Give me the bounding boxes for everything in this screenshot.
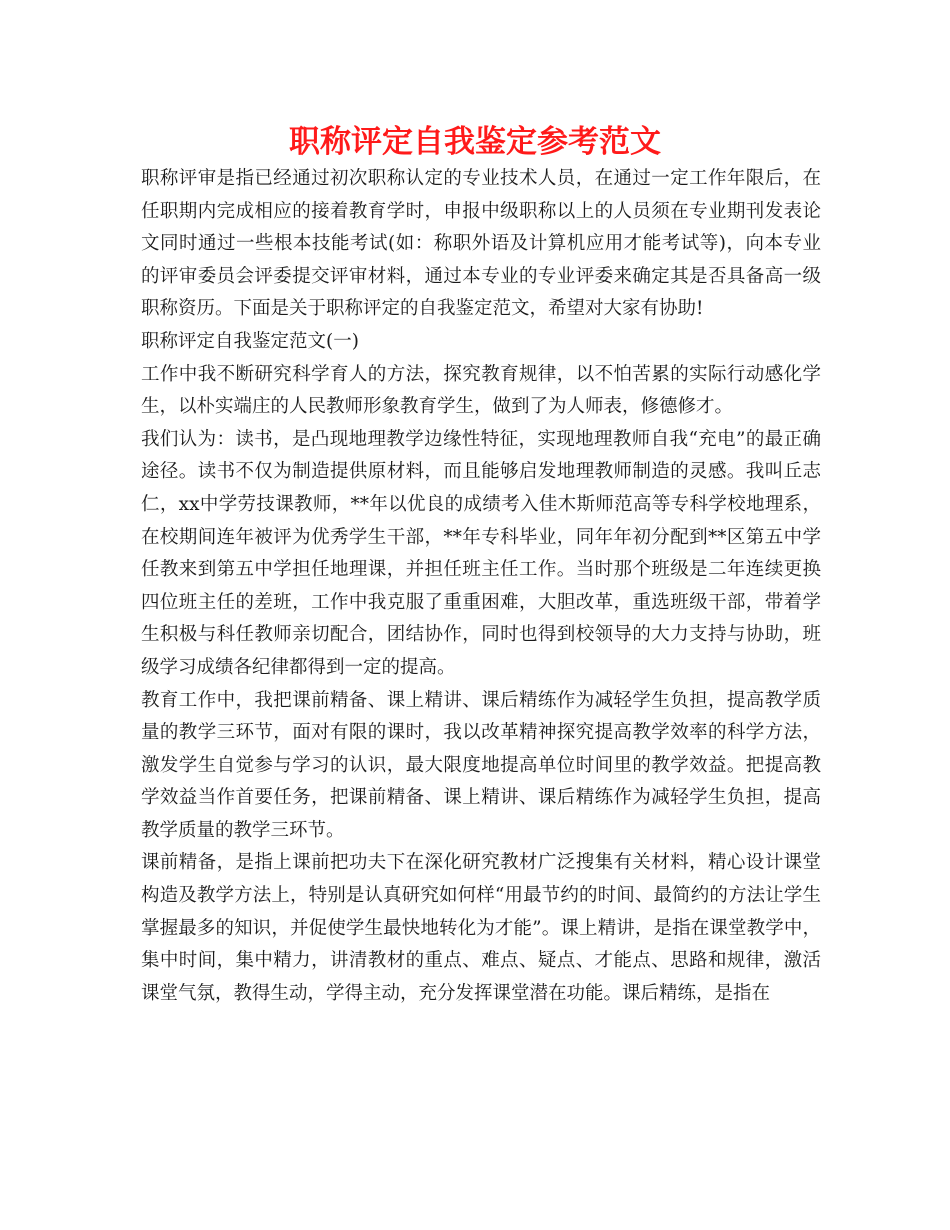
paragraph-intro: 职称评审是指已经通过初次职称认定的专业技术人员，在通过一定工作年限后，在任职期内完成相应的接着教育学时，申报中级职称以上的人员须在专业期刊发表论文同时通过一些根本技能考试(如：称职外语及计算机应用才能考试等)，向本专业的评审委员会评委提交评审材料，通过本专业的专业评委来确定其是否具备高一级职称资历。下面是关于职称评定的自我鉴定范文，希望对大家有协助! (141, 168, 821, 320)
section-heading: 职称评定自我鉴定范文(一) (141, 330, 359, 352)
paragraph: 课前精备，是指上课前把功夫下在深化研究教材广泛搜集有关材料，精心设计课堂构造及教学方法上，特别是认真研究如何样“用最节约的时间、最简约的方法让学生掌握最多的知识，并促使学生最快地转化为才能”。课上精讲，是指在课堂教学中，集中时间，集中精力，讲清教材的重点、难点、疑点、才能点、思路和规律，激活课堂气氛，教得生动，学得主动，充分发挥课堂潜在功能。课后精练，是指在 (141, 852, 821, 1004)
document-body (141, 163, 821, 1010)
paragraph: 工作中我不断研究科学育人的方法，探究教育规律，以不怕苦累的实际行动感化学生，以朴实端庄的人民教师形象教育学生，做到了为人师表，修德修才。 (141, 363, 821, 418)
paragraph: 教育工作中，我把课前精备、课上精讲、课后精练作为减轻学生负担，提高教学质量的教学三环节，面对有限的课时，我以改革精神探究提高教学效率的科学方法，激发学生自觉参与学习的认识，最大限度地提高单位时间里的教学效益。把提高教学效益当作首要任务，把课前精备、课上精讲、课后精练作为减轻学生负担，提高教学质量的教学三环节。 (141, 689, 821, 841)
paragraph: 我们认为：读书，是凸现地理教学边缘性特征，实现地理教师自我“充电”的最正确途径。读书不仅为制造提供原材料，而且能够启发地理教师制造的灵感。我叫丘志仁，xx中学劳技课教师，**年以优良的成绩考入佳木斯师范高等专科学校地理系，在校期间连年被评为优秀学生干部，**年专科毕业，同年年初分配到**区第五中学任教来到第五中学担任地理课，并担任班主任工作。当时那个班级是二年连续更换四位班主任的差班，工作中我克服了重重困难，大胆改革，重选班级干部，带着学生积极与科任教师亲切配合，团结协作，同时也得到校领导的大力支持与协助，班级学习成绩各纪律都得到一定的提高。 (141, 428, 821, 678)
document-title: 职称评定自我鉴定参考范文 (289, 124, 661, 160)
